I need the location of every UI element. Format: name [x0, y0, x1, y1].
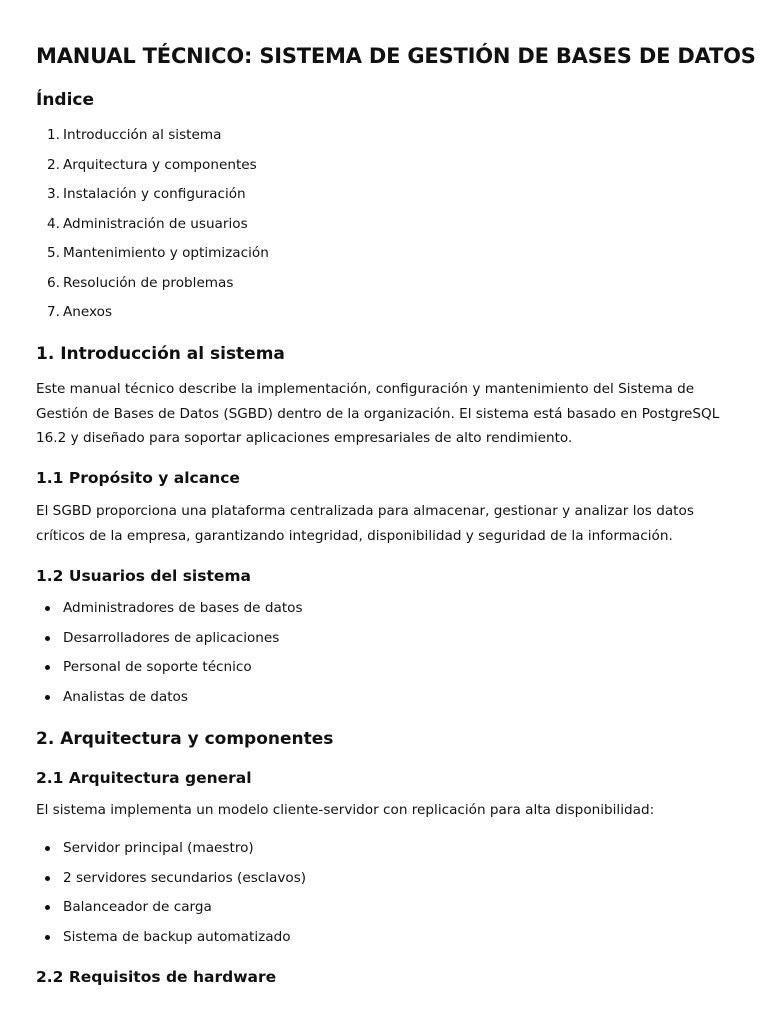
users-list: [0, 598, 700, 716]
index-item-label: Instalación y configuración: [63, 186, 246, 202]
index-item[interactable]: [0, 243, 700, 273]
index-item[interactable]: [0, 302, 700, 332]
list-item-label: Personal de soporte técnico: [63, 659, 252, 675]
bullet-icon: [45, 695, 50, 700]
section2-1-heading: 2.1 Arquitectura general: [36, 769, 252, 787]
section2-2-heading: 2.2 Requisitos de hardware: [36, 968, 277, 986]
index-heading: Índice: [36, 90, 95, 110]
index-item-number: 3.: [47, 186, 60, 202]
list-item-label: 2 servidores secundarios (esclavos): [63, 869, 307, 886]
index-item[interactable]: [0, 184, 700, 214]
index-item-label: Introducción al sistema: [63, 127, 222, 143]
list-item: [0, 897, 700, 927]
index-item-label: Anexos: [63, 304, 113, 320]
index-list: [0, 125, 700, 332]
index-item-number: 7.: [47, 304, 60, 320]
list-item-label: Sistema de backup automatizado: [63, 928, 291, 945]
architecture-list: [0, 838, 700, 956]
section2-1-paragraph: El sistema implementa un modelo cliente-servidor con replicación para alta disponibilidad:: [36, 802, 655, 818]
list-item: [0, 868, 700, 898]
list-item: [0, 838, 700, 868]
list-item: [0, 628, 700, 658]
index-item-number: 6.: [47, 274, 60, 291]
list-item-label: Desarrolladores de aplicaciones: [63, 629, 280, 646]
section1-1-heading: 1.1 Propósito y alcance: [36, 469, 240, 487]
index-item[interactable]: [0, 273, 700, 303]
index-item-number: 5.: [47, 245, 60, 261]
bullet-icon: [45, 636, 50, 641]
bullet-icon: [45, 935, 50, 940]
section2-heading: 2. Arquitectura y componentes: [36, 729, 334, 749]
list-item: [0, 927, 700, 957]
list-item-label: Analistas de datos: [63, 688, 188, 705]
index-item-label: Mantenimiento y optimización: [63, 245, 269, 261]
list-item-label: Servidor principal (maestro): [63, 840, 254, 856]
document-title: MANUAL TÉCNICO: SISTEMA DE GESTIÓN DE BASES DE DATOS: [36, 44, 756, 68]
section1-heading: 1. Introducción al sistema: [36, 344, 285, 364]
list-item: [0, 657, 700, 687]
bullet-icon: [45, 665, 50, 670]
list-item: [0, 687, 700, 717]
index-item-label: Resolución de problemas: [63, 274, 234, 291]
index-item-label: Administración de usuarios: [63, 215, 248, 232]
index-item-label: Arquitectura y componentes: [63, 156, 257, 173]
index-item-number: 1.: [47, 127, 60, 143]
section1-1-paragraph: El SGBD proporciona una plataforma centralizada para almacenar, gestionar y analizar los datos críticos de la empresa, garantizando integridad, disponibilidad y seguridad de la información.: [36, 503, 694, 544]
list-item-label: Balanceador de carga: [63, 899, 212, 915]
list-item-label: Administradores de bases de datos: [63, 600, 303, 616]
index-item[interactable]: [0, 214, 700, 244]
bullet-icon: [45, 846, 50, 851]
index-item-number: 4.: [47, 215, 60, 232]
section1-2-heading: 1.2 Usuarios del sistema: [36, 567, 252, 585]
bullet-icon: [45, 606, 50, 611]
section1-intro-paragraph: Este manual técnico describe la implementación, configuración y mantenimiento del Sistema de Gestión de Bases de Datos (SGBD) dentro de la organización. El sistema está basado en PostgreSQL 16.2 y diseñado para soportar aplicaciones empresariales de alto rendimiento.: [36, 381, 720, 446]
index-item[interactable]: [0, 155, 700, 185]
bullet-icon: [45, 905, 50, 910]
list-item: [0, 598, 700, 628]
index-item[interactable]: [0, 125, 700, 155]
bullet-icon: [45, 876, 50, 881]
index-item-number: 2.: [47, 156, 60, 173]
